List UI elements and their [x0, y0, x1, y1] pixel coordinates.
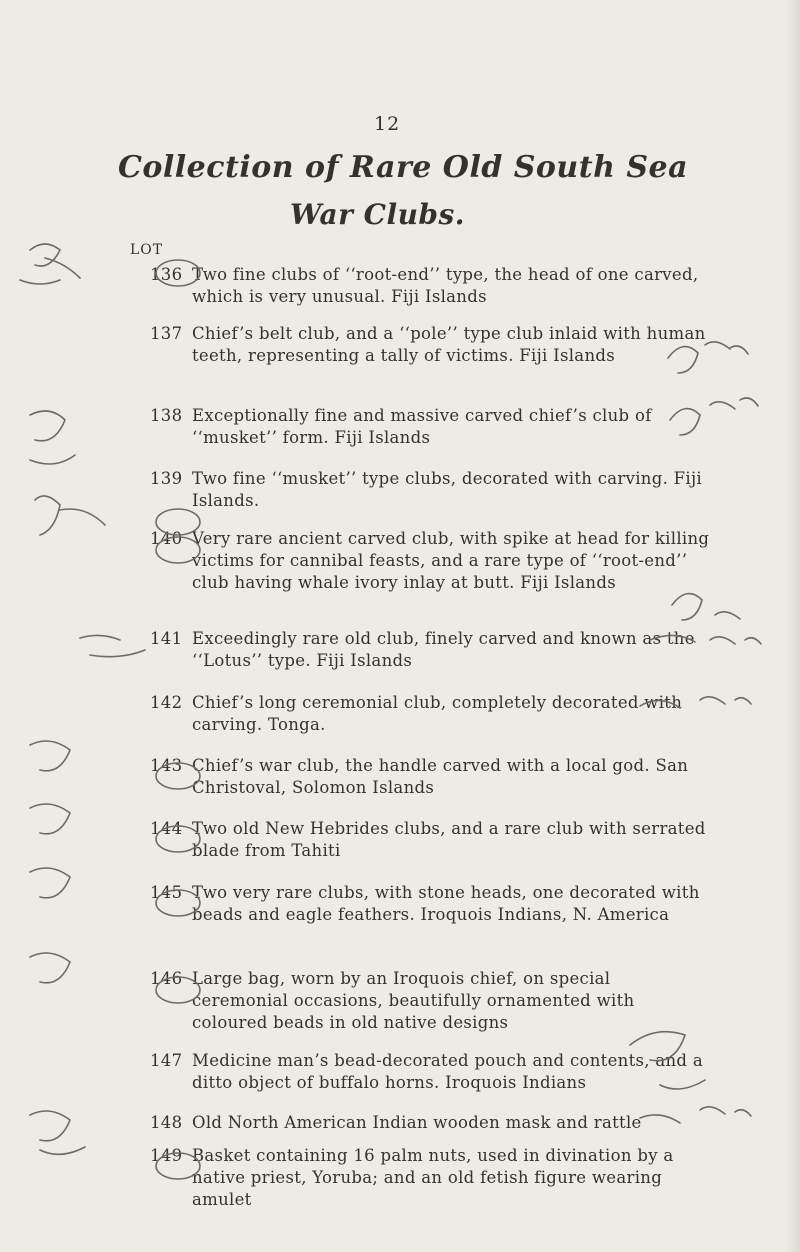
lot-entry — [150, 405, 710, 449]
page-edge-shadow — [786, 0, 800, 1252]
price-scribble — [30, 804, 70, 834]
lot-number: 146 — [150, 969, 183, 988]
lot-number: 139 — [150, 469, 183, 488]
lot-entry — [150, 323, 710, 367]
lot-entry — [150, 628, 710, 672]
lot-number: 149 — [150, 1146, 183, 1165]
price-scribble — [35, 496, 105, 535]
price-scribble — [30, 868, 70, 898]
lot-description: Exceptionally fine and massive carved chief’s club of ‘‘musket’’ form. Fiji Islands — [192, 406, 652, 447]
lot-description: Large bag, worn by an Iroquois chief, on special ceremonial occasions, beautifully ornamented with coloured beads in old native designs — [192, 969, 635, 1032]
page-number: 12 — [374, 113, 401, 135]
lot-description: Chief’s war club, the handle carved with a local god. San Christoval, Solomon Islands — [192, 756, 689, 797]
lot-number: 148 — [150, 1113, 183, 1132]
lot-description: Chief’s belt club, and a ‘‘pole’’ type club inlaid with human teeth, representing a tally of victims. Fiji Islands — [192, 324, 706, 365]
lot-number: 147 — [150, 1051, 183, 1070]
lot-description: Two fine ‘‘musket’’ type clubs, decorated with carving. Fiji Islands. — [192, 469, 702, 510]
lot-description: Exceedingly rare old club, finely carved and known as the ‘‘Lotus’’ type. Fiji Islands — [192, 629, 695, 670]
lot-description: Two very rare clubs, with stone heads, one decorated with beads and eagle feathers. Iroquois Indians, N. America — [192, 883, 700, 924]
lot-number: 143 — [150, 756, 183, 775]
price-scribble — [30, 1111, 85, 1154]
lot-entry — [150, 468, 710, 512]
price-scribble — [30, 741, 70, 771]
lot-number: 137 — [150, 324, 183, 343]
lot-description: Very rare ancient carved club, with spike at head for killing victims for cannibal feasts, and a rare type of ‘‘root-end’’ club having whale ivory inlay at butt. Fiji Islands — [192, 529, 710, 592]
lot-description: Basket containing 16 palm nuts, used in divination by a native priest, Yoruba; and an old fetish figure wearing amulet — [192, 1146, 674, 1209]
page-title-line-1: Collection of Rare Old South Sea — [118, 150, 689, 185]
lot-description: Two old New Hebrides clubs, and a rare club with serrated blade from Tahiti — [192, 819, 706, 860]
lot-entry — [150, 1050, 710, 1094]
price-scribble — [30, 411, 75, 464]
lot-entry — [150, 818, 710, 862]
lot-number: 144 — [150, 819, 183, 838]
lot-description: Chief’s long ceremonial club, completely decorated with carving. Tonga. — [192, 693, 683, 734]
lot-number: 145 — [150, 883, 183, 902]
lot-entry — [150, 755, 710, 799]
price-scribble — [20, 244, 80, 284]
lot-entry — [150, 1112, 710, 1134]
lot-number: 138 — [150, 406, 183, 425]
lot-number: 142 — [150, 693, 183, 712]
price-scribble — [30, 953, 70, 983]
lot-description: Old North American Indian wooden mask and rattle — [192, 1113, 642, 1132]
lot-entry — [150, 968, 710, 1034]
lot-entry — [150, 692, 710, 736]
lot-description: Two fine clubs of ‘‘root-end’’ type, the head of one carved, which is very unusual. Fiji Islands — [192, 265, 699, 306]
price-scribble — [672, 594, 740, 620]
lot-entry — [150, 264, 710, 308]
lot-entry — [150, 1145, 710, 1211]
lot-number: 141 — [150, 629, 183, 648]
lot-entry — [150, 882, 710, 926]
lot-description: Medicine man’s bead-decorated pouch and contents, and a ditto object of buffalo horns. Iroquois Indians — [192, 1051, 703, 1092]
page-title-line-2: War Clubs. — [290, 198, 466, 231]
lot-column-header: LOT — [130, 242, 164, 258]
lot-number: 136 — [150, 265, 183, 284]
lot-number: 140 — [150, 529, 183, 548]
lot-entry — [150, 528, 710, 594]
price-scribble — [80, 635, 145, 656]
